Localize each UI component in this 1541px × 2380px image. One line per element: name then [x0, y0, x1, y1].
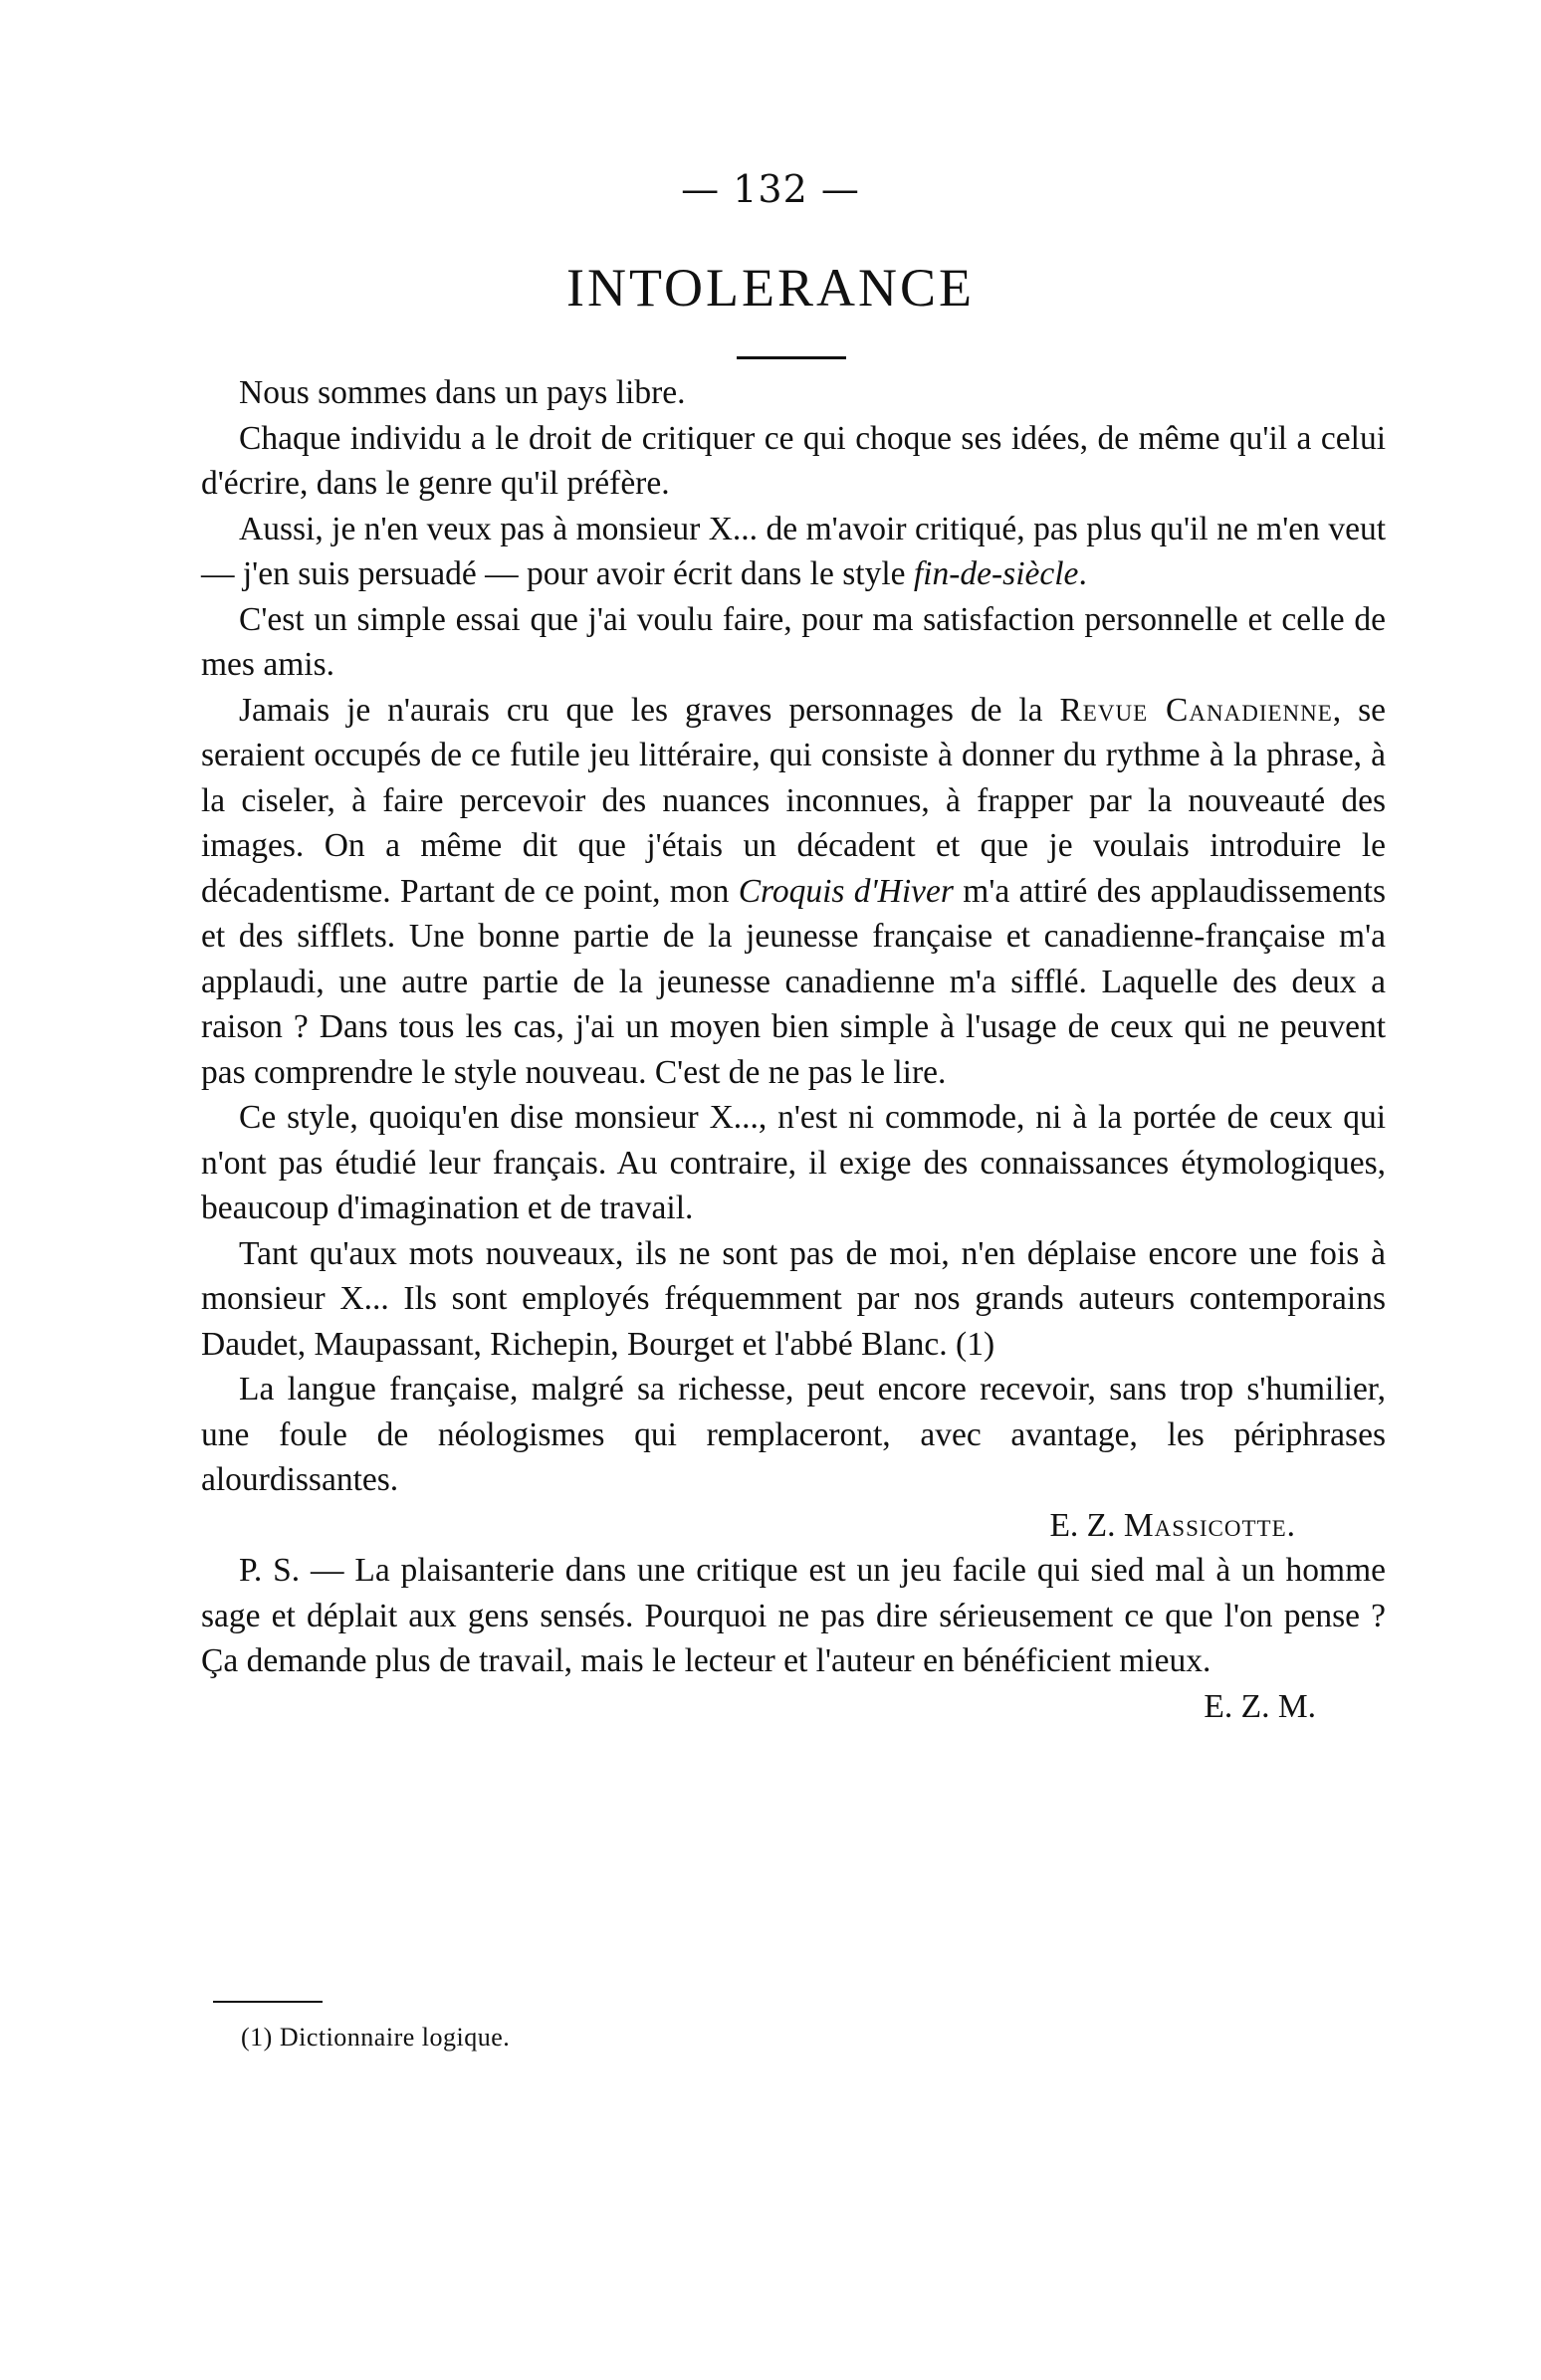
paragraph-5	[201, 688, 1386, 1096]
postscript-signature: E. Z. M.	[1204, 1687, 1316, 1725]
author-signature	[201, 1503, 1386, 1549]
article-title: INTOLERANCE	[566, 258, 975, 318]
page-number: — 132 —	[681, 167, 860, 211]
paragraph-5-italic-work: Croquis d'Hiver	[738, 872, 954, 910]
footnote: (1) Dictionnaire logique.	[241, 2023, 511, 2052]
paragraph-7: Tant qu'aux mots nouveaux, ils ne sont pas de moi, n'en déplaise encore une fois à monsieur X... Ils sont employés fréquemment par nos grands auteurs contemporains Daudet, Maupassant, Richepin, Bourget et l'abbé Blanc. (1)	[201, 1234, 1386, 1363]
author-surname: Massicotte.	[1123, 1506, 1296, 1544]
paragraph-3-text-a: Aussi, je n'en veux pas à monsieur X... de m'avoir critiqué, pas plus qu'il ne m'en veut — j'en suis persuadé — pour avoir écrit dans le style	[201, 510, 1386, 592]
article-body	[201, 370, 1386, 1729]
footnote-divider	[213, 2001, 323, 2003]
paragraph-5-journal-name: Revue Canadienne	[1059, 691, 1333, 729]
paragraph-8: La langue française, malgré sa richesse, peut encore recevoir, sans trop s'humilier, une foule de néologismes qui remplaceront, avec avantage, les périphrases alourdissantes.	[201, 1371, 1386, 1498]
author-initials: E. Z.	[1049, 1506, 1116, 1544]
postscript: P. S. — La plaisanterie dans une critique est un jeu facile qui sied mal à un homme sage et déplait aux gens sensés. Pourquoi ne pas dire sérieusement ce que l'on pense ? Ça demande plus de travail, mais le lecteur et l'auteur en bénéficient mieux.	[201, 1552, 1386, 1679]
paragraph-3-text-b: .	[1078, 555, 1087, 592]
paragraph-2: Chaque individu a le droit de critiquer ce qui choque ses idées, de même qu'il a celui d'écrire, dans le genre qu'il préfère.	[201, 419, 1386, 502]
paragraph-3-italic-phrase: fin-de-siècle	[913, 555, 1079, 592]
paragraph-6: Ce style, quoiqu'en dise monsieur X..., n'est ni commode, ni à la portée de ceux qui n'ont pas étudié leur français. Au contraire, il exige des connaissances étymologiques, beaucoup d'imagination et de travail.	[201, 1099, 1386, 1226]
paragraph-5-text-b: , se seraient occupés de ce futile jeu littéraire, qui consiste à donner du rythme à la phrase, à la ciseler, à faire percevoir des nuances inconnues, à frapper par la nouveauté des images. On a même dit que j'étais un décadent et que je voulais introduire le décadentisme. Partant de ce point, mon	[201, 691, 1386, 910]
title-divider	[737, 356, 846, 359]
paragraph-4: C'est un simple essai que j'ai voulu faire, pour ma satisfaction personnelle et celle de mes amis.	[201, 600, 1386, 683]
paragraph-5-text-c: m'a attiré des applaudissements et des sifflets. Une bonne partie de la jeunesse française et canadienne-française m'a applaudi, une autre partie de la jeunesse canadienne m'a sifflé. Laquelle des deux a raison ? Dans tous les cas, j'ai un moyen bien simple à l'usage de ceux qui ne peuvent pas comprendre le style nouveau. C'est de ne pas le lire.	[201, 872, 1386, 1091]
paragraph-1: Nous sommes dans un pays libre.	[239, 374, 686, 411]
paragraph-3	[201, 507, 1386, 597]
paragraph-5-text-a: Jamais je n'aurais cru que les graves personnages de la	[239, 691, 1060, 729]
